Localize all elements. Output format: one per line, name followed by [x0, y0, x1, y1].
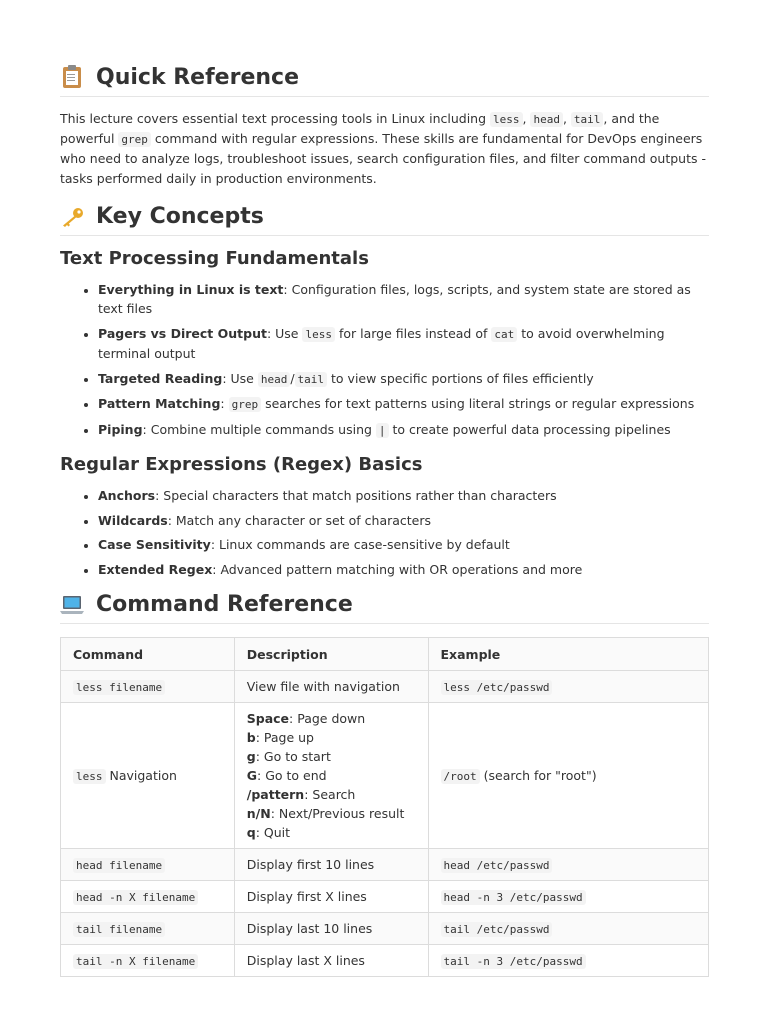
command-table: [60, 637, 709, 977]
nav-key: G: [246, 768, 258, 784]
item-term: Targeted Reading: [98, 370, 223, 386]
document-body: [60, 64, 709, 977]
inline-code: tail: [295, 372, 328, 387]
nav-line: [247, 823, 416, 842]
description-cell: Display last X lines: [234, 945, 428, 977]
table-row: [61, 945, 709, 977]
item-text: : Linux commands are case-sensitive by default: [210, 537, 510, 553]
example-text: (search for "root"): [479, 768, 597, 784]
nav-desc: : Next/Previous result: [270, 806, 405, 822]
nav-line: [247, 766, 416, 785]
nav-line: [247, 804, 416, 823]
inline-code: less filename: [73, 680, 165, 695]
intro-sep: ,: [562, 111, 571, 126]
inline-code: head filename: [73, 858, 165, 873]
nav-desc: : Quit: [255, 825, 291, 841]
text-processing-heading: Text Processing Fundamentals: [60, 247, 369, 269]
nav-key: /pattern: [246, 787, 305, 803]
description-cell: [234, 703, 428, 849]
nav-line: [247, 747, 416, 766]
item-sep: /: [290, 370, 295, 386]
item-term: Everything in Linux is text: [98, 281, 284, 297]
inline-code: grep: [118, 132, 151, 147]
quick-reference-title: Quick Reference: [96, 65, 299, 90]
intro-text-1: This lecture covers essential text processing tools in Linux including: [60, 111, 491, 126]
item-text: : Use: [266, 325, 303, 341]
inline-code: |: [376, 423, 389, 438]
inline-code: head /etc/passwd: [441, 858, 553, 873]
list-item: [98, 369, 709, 390]
item-term: Pagers vs Direct Output: [98, 325, 267, 341]
item-text: : Combine multiple commands using: [142, 421, 376, 437]
text-processing-list: [60, 280, 709, 441]
nav-key: n/N: [246, 806, 271, 822]
nav-key: q: [246, 825, 256, 841]
nav-desc: : Go to start: [255, 749, 331, 765]
item-text: : Match any character or set of characters: [167, 512, 432, 528]
intro-text-2: , and the powerful: [60, 111, 660, 147]
inline-code: tail -n X filename: [73, 954, 198, 969]
item-text: to avoid overwhelming terminal output: [98, 325, 665, 362]
inline-code: /root: [441, 769, 480, 784]
description-cell: Display last 10 lines: [234, 913, 428, 945]
item-text: searches for text patterns using literal strings or regular expressions: [261, 396, 695, 412]
laptop-icon: [60, 593, 84, 617]
table-row: [61, 671, 709, 703]
list-item: [98, 394, 709, 415]
inline-code: head: [530, 112, 563, 127]
header-command: Command: [61, 638, 235, 671]
command-text: Navigation: [105, 768, 177, 784]
inline-code: head: [258, 372, 291, 387]
header-example: Example: [428, 638, 708, 671]
command-cell: [61, 913, 235, 945]
item-term: Case Sensitivity: [98, 537, 211, 553]
example-cell: [428, 671, 708, 703]
table-row: [61, 849, 709, 881]
nav-key: g: [246, 749, 256, 765]
nav-line: [247, 728, 416, 747]
regex-list: [60, 486, 709, 579]
list-item: [98, 511, 709, 531]
item-text: : Configuration files, logs, scripts, and system state are stored as text files: [98, 281, 691, 317]
inline-code: less: [490, 112, 523, 127]
command-reference-heading: [60, 591, 709, 624]
inline-code: less: [302, 327, 335, 342]
regex-heading: Regular Expressions (Regex) Basics: [60, 454, 423, 476]
nav-desc: : Go to end: [257, 768, 327, 784]
table-row: [61, 881, 709, 913]
description-cell: Display first 10 lines: [234, 849, 428, 881]
nav-desc: : Page down: [289, 711, 366, 727]
example-cell: [428, 945, 708, 977]
intro-sep: ,: [522, 111, 531, 126]
nav-desc: : Page up: [255, 730, 314, 746]
example-cell: [428, 913, 708, 945]
description-cell: View file with navigation: [234, 671, 428, 703]
item-text: : Use: [222, 370, 258, 386]
nav-line: [247, 785, 416, 804]
item-term: Pattern Matching: [98, 396, 221, 412]
inline-code: less /etc/passwd: [441, 680, 553, 695]
item-term: Piping: [98, 421, 143, 437]
inline-code: tail /etc/passwd: [441, 922, 553, 937]
list-item: [98, 420, 709, 441]
key-concepts-heading: [60, 203, 709, 236]
inline-code: head -n 3 /etc/passwd: [441, 890, 586, 905]
inline-code: tail filename: [73, 922, 165, 937]
inline-code: tail -n 3 /etc/passwd: [441, 954, 586, 969]
table-row: [61, 913, 709, 945]
item-text: to create powerful data processing pipelines: [388, 421, 671, 437]
inline-code: grep: [229, 397, 262, 412]
item-text: : Advanced pattern matching with OR operations and more: [212, 561, 583, 577]
list-item: [98, 560, 709, 580]
nav-key: b: [246, 730, 256, 746]
table-header-row: [61, 638, 709, 671]
inline-code: less: [73, 769, 106, 784]
command-cell: [61, 671, 235, 703]
nav-key: Space: [246, 711, 290, 727]
item-text: :: [220, 396, 229, 412]
inline-code: cat: [491, 327, 517, 342]
command-cell: [61, 945, 235, 977]
nav-desc: : Search: [304, 787, 356, 803]
list-item: [98, 280, 709, 319]
example-cell: [428, 881, 708, 913]
list-item: [98, 486, 709, 506]
item-term: Extended Regex: [98, 561, 213, 577]
item-term: Anchors: [98, 488, 156, 504]
list-item: [98, 535, 709, 555]
intro-paragraph: [60, 109, 709, 188]
nav-line: [247, 709, 416, 728]
example-cell: [428, 703, 708, 849]
clipboard-icon: [60, 66, 84, 90]
key-concepts-title: Key Concepts: [96, 203, 264, 229]
inline-code: head -n X filename: [73, 890, 198, 905]
inline-code: tail: [571, 112, 604, 127]
item-term: Wildcards: [98, 512, 168, 528]
quick-reference-heading: [60, 64, 709, 97]
intro-text-3: command with regular expressions. These skills are fundamental for DevOps engineers who need to analyze logs, troubleshoot issues, search configuration files, and filter command outputs - tasks performed daily in production environments.: [60, 131, 706, 186]
item-text: to view specific portions of files efficiently: [327, 370, 594, 386]
example-cell: [428, 849, 708, 881]
key-icon: [60, 205, 84, 229]
table-row: [61, 703, 709, 849]
command-cell: [61, 849, 235, 881]
list-item: [98, 324, 709, 364]
command-cell: [61, 881, 235, 913]
description-cell: Display first X lines: [234, 881, 428, 913]
item-text: : Special characters that match positions rather than characters: [155, 488, 557, 504]
item-text: for large files instead of: [334, 325, 492, 341]
command-reference-title: Command Reference: [96, 592, 353, 618]
command-cell: [61, 703, 235, 849]
header-description: Description: [234, 638, 428, 671]
